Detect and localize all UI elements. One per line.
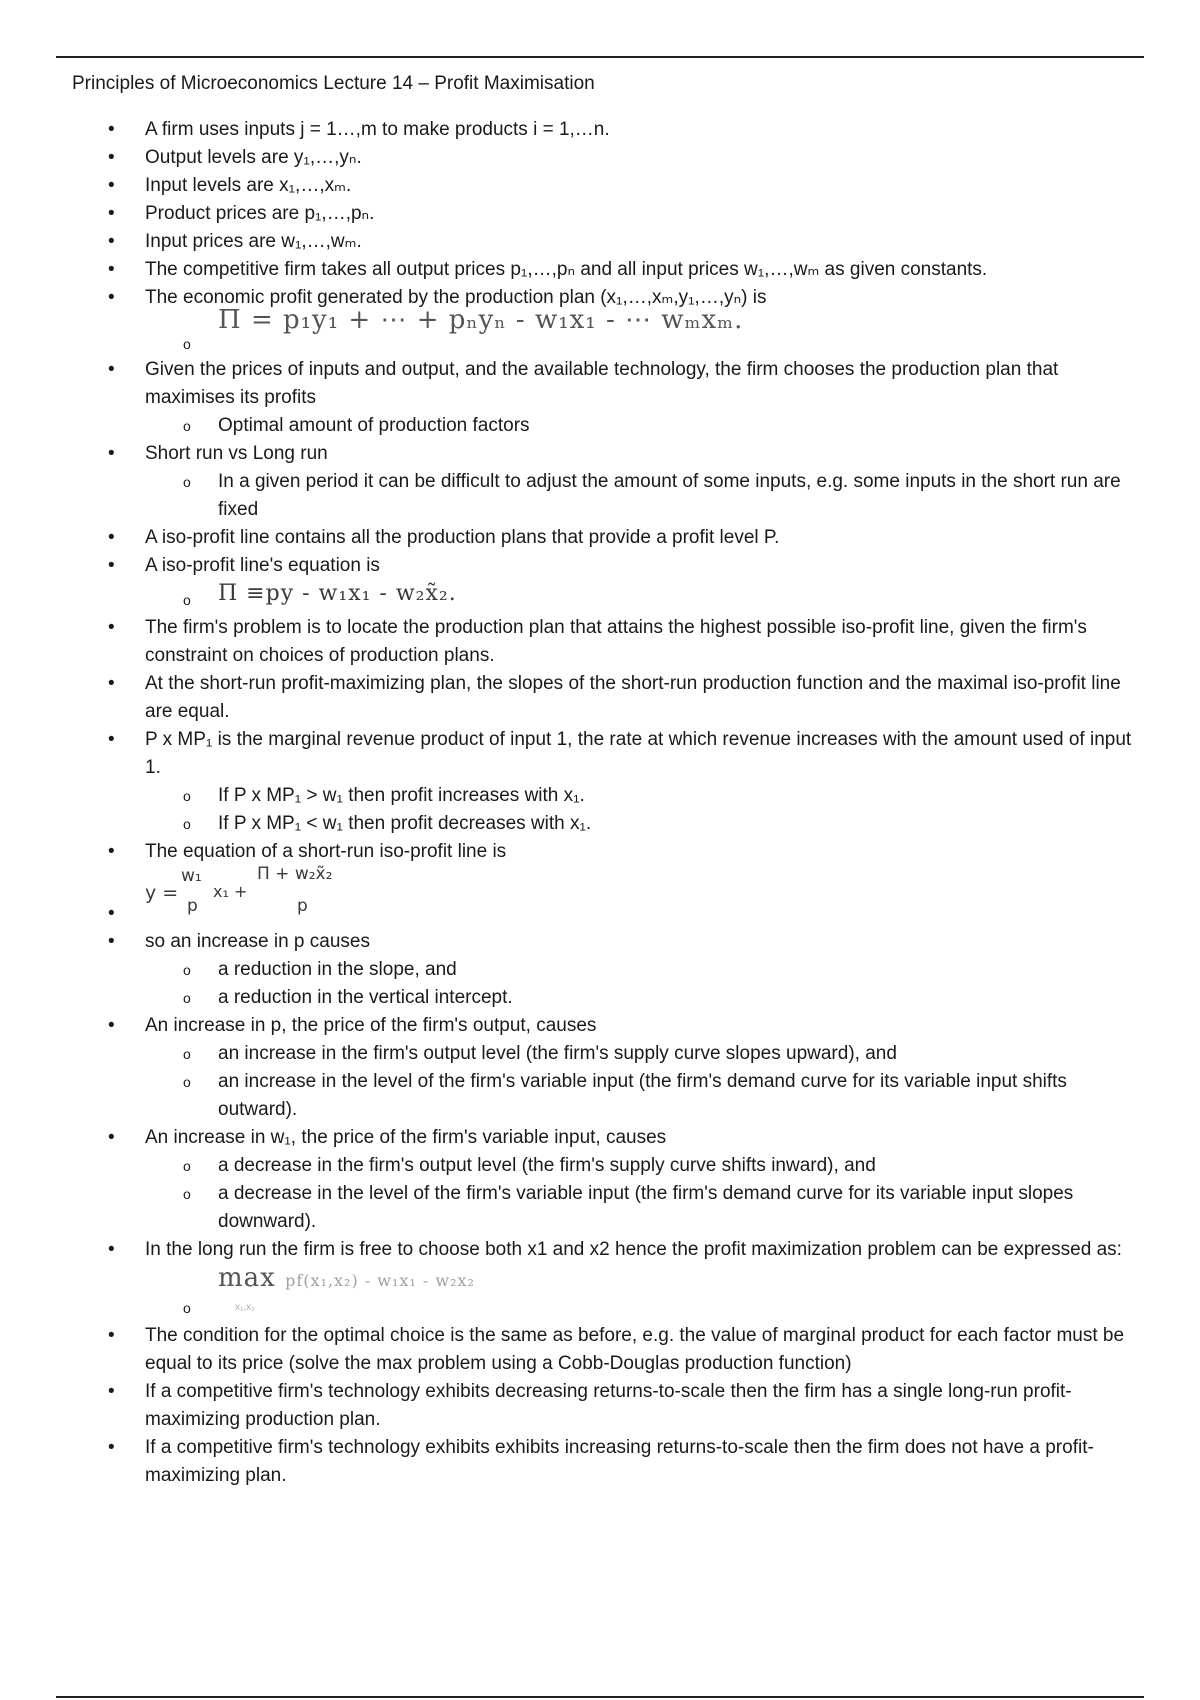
- list-item: • If a competitive firm's technology exhibits exhibits increasing returns-to-scale then the firm does not have a profit-maximizing plan.: [0, 1434, 1135, 1490]
- bullet-marker: •: [108, 729, 115, 750]
- sub-bullet-marker: o: [183, 336, 191, 352]
- sub-list-item: o a decrease in the firm's output level (the firm's supply curve shifts inward), and: [0, 1152, 1135, 1180]
- list-item: • A iso-profit line's equation is: [0, 552, 1135, 580]
- bullet-marker: •: [108, 203, 115, 224]
- bullet-marker: •: [108, 231, 115, 252]
- list-item-empty: [0, 900, 1135, 928]
- list-item: • The equation of a short-run iso-profit line is: [0, 838, 1135, 866]
- bullet-marker: •: [108, 617, 115, 638]
- list-item: • Input prices are w₁,…,wₘ.: [0, 228, 1135, 256]
- sub-list-item: o If P x MP₁ > w₁ then profit increases with x₁.: [0, 782, 1135, 810]
- list-item: • P x MP₁ is the marginal revenue product of input 1, the rate at which revenue increases with the amount used of input 1.: [0, 726, 1135, 782]
- equation-short-run-isoprofit: y = w₁ p x₁ + Π + w₂x̃₂ p: [145, 864, 333, 916]
- sub-bullet-marker: o: [183, 592, 191, 608]
- sub-bullet-marker: o: [183, 962, 191, 978]
- bullet-marker: •: [108, 903, 115, 924]
- bullet-marker: •: [108, 1437, 115, 1458]
- bullet-marker: •: [108, 555, 115, 576]
- sub-bullet-marker: o: [183, 474, 191, 490]
- sub-bullet-marker: o: [183, 1074, 191, 1090]
- list-item: • Output levels are y₁,…,yₙ.: [0, 144, 1135, 172]
- sub-list-item: o In a given period it can be difficult to adjust the amount of some inputs, e.g. some inputs in the short run are fixed: [0, 468, 1135, 524]
- list-item: • A iso-profit line contains all the production plans that provide a profit level P.: [0, 524, 1135, 552]
- bullet-marker: •: [108, 1015, 115, 1036]
- bullet-marker: •: [108, 443, 115, 464]
- sub-list-item: o a reduction in the slope, and: [0, 956, 1135, 984]
- sub-list-item: o a reduction in the vertical intercept.: [0, 984, 1135, 1012]
- bullet-marker: •: [108, 1381, 115, 1402]
- list-item: • A firm uses inputs j = 1…,m to make products i = 1,…n.: [0, 116, 1135, 144]
- bullet-marker: •: [108, 287, 115, 308]
- equation-isoprofit: o Π ≡py - w₁x₁ - w₂x̃₂.: [0, 580, 1135, 614]
- list-item: • Short run vs Long run: [0, 440, 1135, 468]
- list-item: • In the long run the firm is free to choose both x1 and x2 hence the profit maximization problem can be expressed as:: [0, 1236, 1135, 1264]
- sub-bullet-marker: o: [183, 1186, 191, 1202]
- equation-long-run-max: o max pf(x₁,x₂) - w₁x₁ - w₂x₂ x₁,x₂: [0, 1264, 1135, 1322]
- list-item: • An increase in w₁, the price of the firm's variable input, causes: [0, 1124, 1135, 1152]
- list-item: • Input levels are x₁,…,xₘ.: [0, 172, 1135, 200]
- bullet-marker: •: [108, 359, 115, 380]
- sub-bullet-marker: o: [183, 418, 191, 434]
- list-item: • If a competitive firm's technology exhibits decreasing returns-to-scale then the firm has a single long-run profit-maximizing production plan.: [0, 1378, 1135, 1434]
- list-item: • Given the prices of inputs and output, and the available technology, the firm chooses the production plan that maximises its profits: [0, 356, 1135, 412]
- list-item: • The firm's problem is to locate the production plan that attains the highest possible iso-profit line, given the firm's constraint on choices of production plans.: [0, 614, 1135, 670]
- top-rule: [56, 56, 1144, 58]
- bottom-rule: [56, 1696, 1144, 1698]
- bullet-marker: •: [108, 1127, 115, 1148]
- list-item: • The competitive firm takes all output prices p₁,…,pₙ and all input prices w₁,…,wₘ as given constants.: [0, 256, 1135, 284]
- sub-list-item: o an increase in the level of the firm's variable input (the firm's demand curve for its variable input shifts outward).: [0, 1068, 1135, 1124]
- bullet-marker: •: [108, 259, 115, 280]
- bullet-marker: •: [108, 673, 115, 694]
- sub-bullet-marker: o: [183, 990, 191, 1006]
- bullet-list: [0, 116, 1200, 1490]
- sub-bullet-marker: o: [183, 816, 191, 832]
- bullet-marker: •: [108, 1325, 115, 1346]
- sub-list-item: o If P x MP₁ < w₁ then profit decreases with x₁.: [0, 810, 1135, 838]
- bullet-marker: •: [108, 1239, 115, 1260]
- bullet-marker: •: [108, 147, 115, 168]
- list-item: • The economic profit generated by the production plan (x₁,…,xₘ,y₁,…,yₙ) is: [0, 284, 1135, 312]
- bullet-marker: •: [108, 841, 115, 862]
- bullet-marker: •: [108, 119, 115, 140]
- equation-profit: o Π = p₁y₁ + ⋯ + pₙyₙ - w₁x₁ - ⋯ wₘxₘ.: [0, 312, 1135, 356]
- page-title: Principles of Microeconomics Lecture 14 – Profit Maximisation: [72, 73, 595, 94]
- bullet-marker: •: [108, 931, 115, 952]
- list-item: • At the short-run profit-maximizing plan, the slopes of the short-run production function and the maximal iso-profit line are equal.: [0, 670, 1135, 726]
- sub-bullet-marker: o: [183, 788, 191, 804]
- list-item: • An increase in p, the price of the firm's output, causes: [0, 1012, 1135, 1040]
- sub-list-item: o an increase in the firm's output level (the firm's supply curve slopes upward), and: [0, 1040, 1135, 1068]
- list-item: • Product prices are p₁,…,pₙ.: [0, 200, 1135, 228]
- sub-bullet-marker: o: [183, 1158, 191, 1174]
- bullet-marker: •: [108, 175, 115, 196]
- sub-list-item: o a decrease in the level of the firm's variable input (the firm's demand curve for its variable input slopes downward).: [0, 1180, 1135, 1236]
- sub-list-item: o Optimal amount of production factors: [0, 412, 1135, 440]
- bullet-marker: •: [108, 527, 115, 548]
- sub-bullet-marker: o: [183, 1046, 191, 1062]
- list-item: • so an increase in p causes: [0, 928, 1135, 956]
- list-item: • The condition for the optimal choice is the same as before, e.g. the value of marginal product for each factor must be equal to its price (solve the max problem using a Cobb-Douglas production function): [0, 1322, 1135, 1378]
- sub-bullet-marker: o: [183, 1300, 191, 1316]
